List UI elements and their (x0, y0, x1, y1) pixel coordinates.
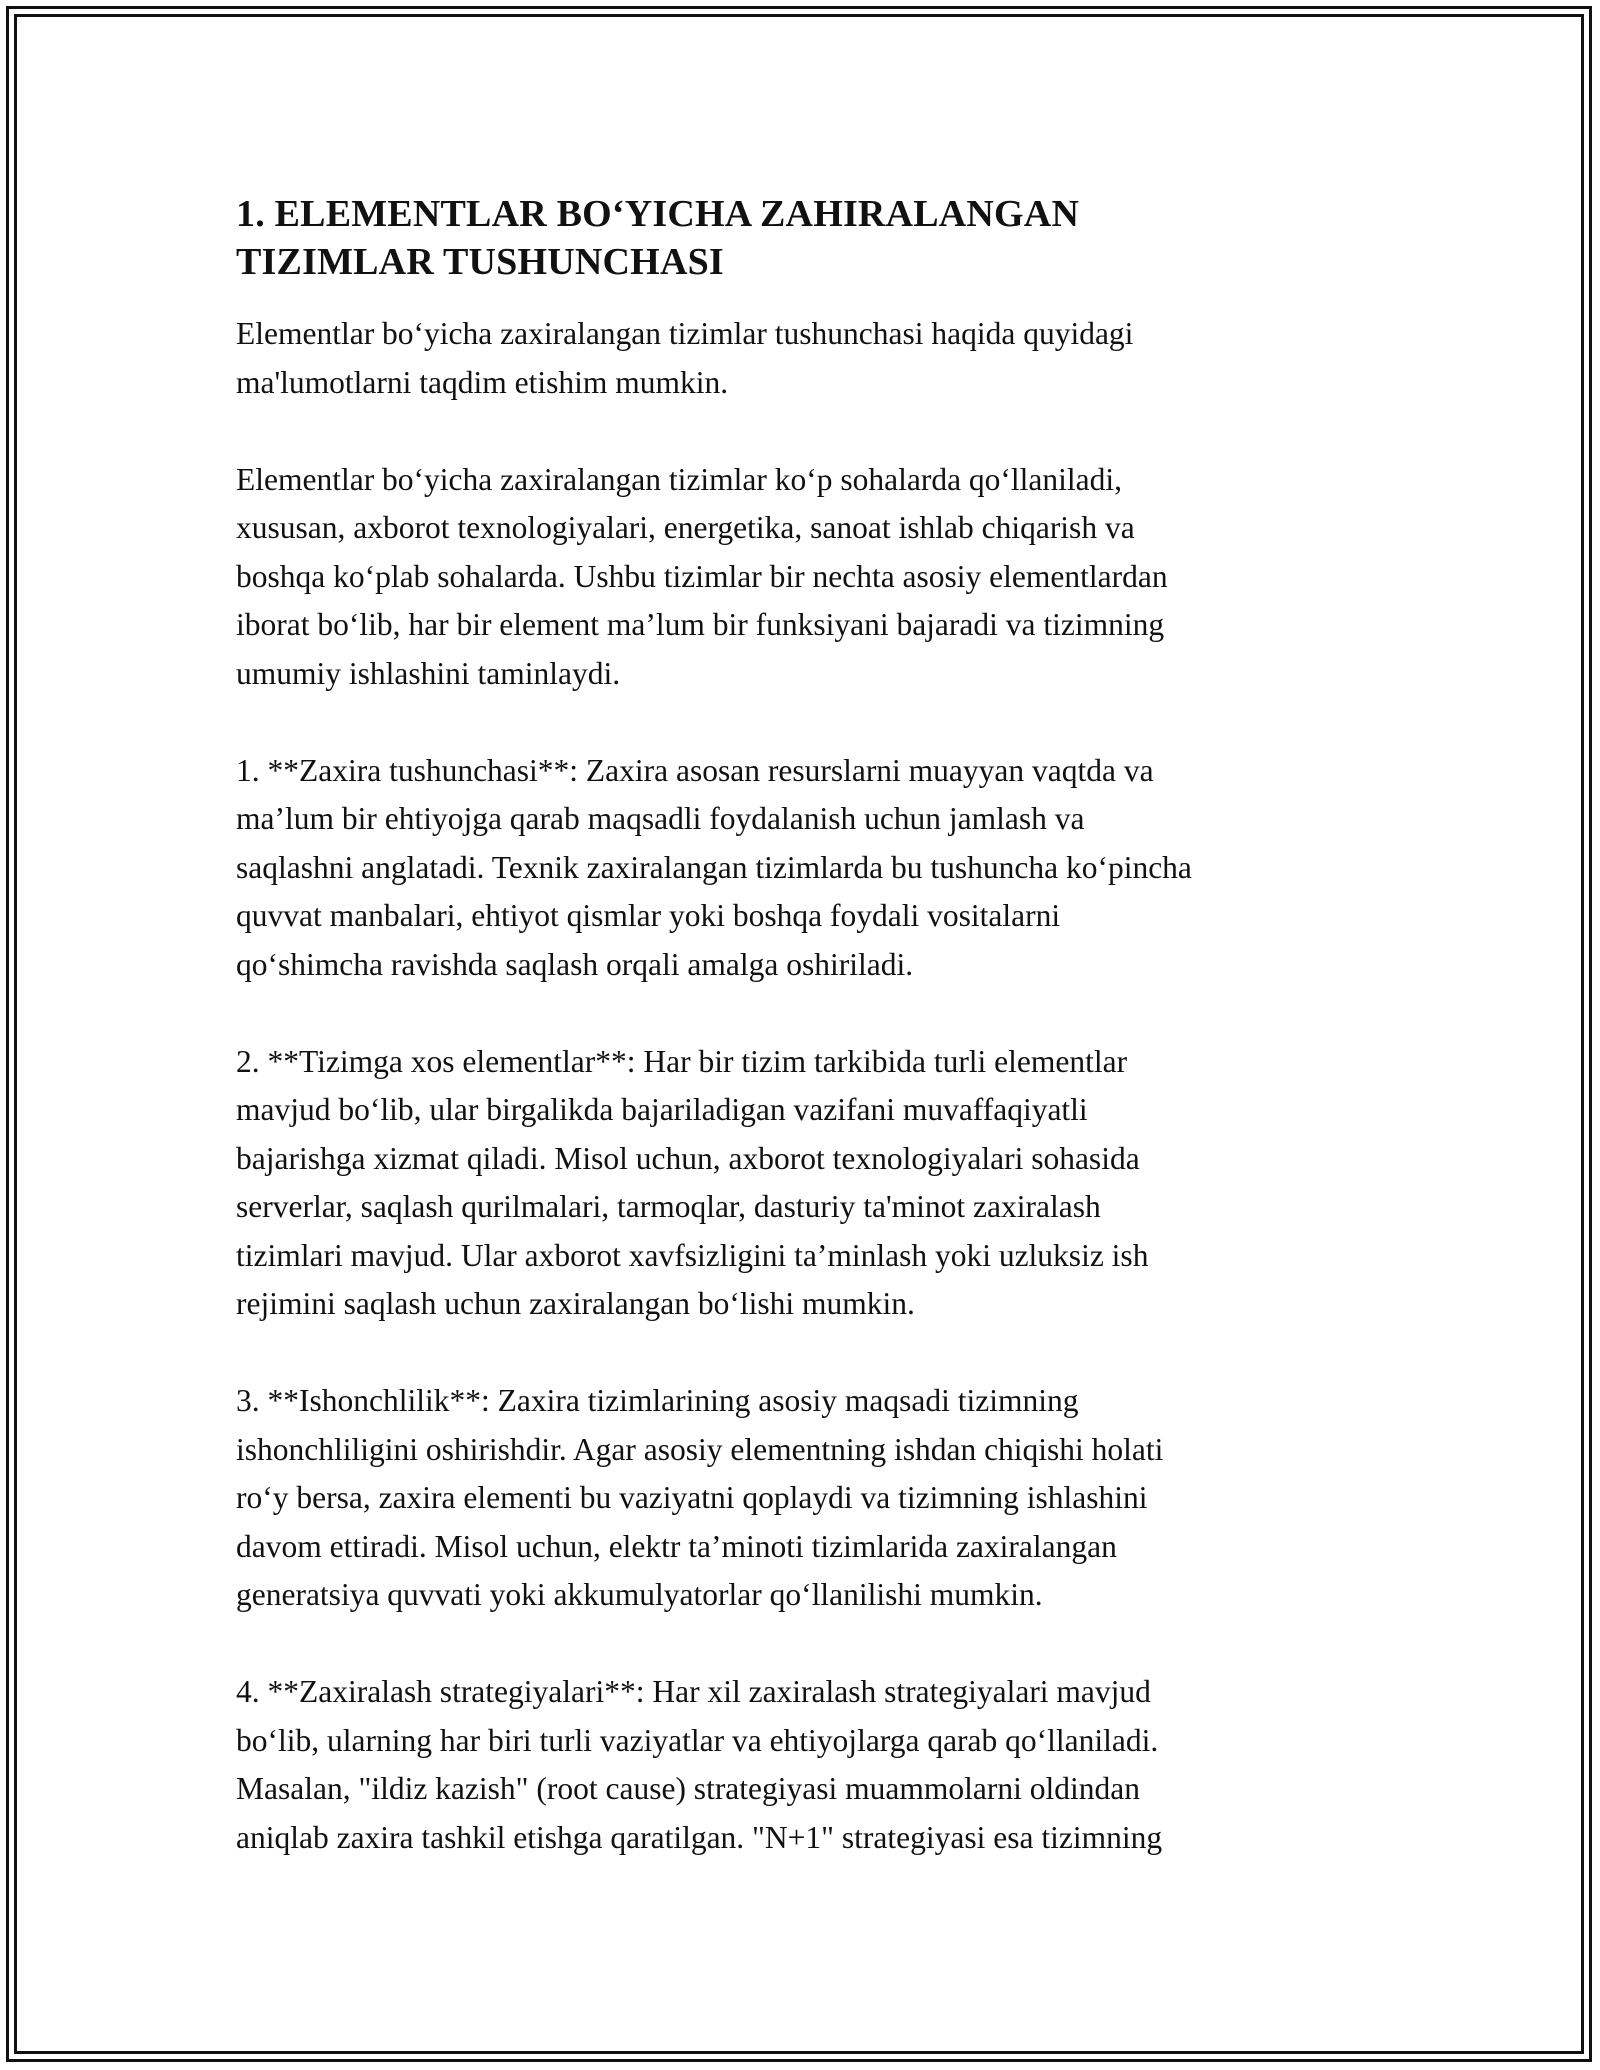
section-heading (236, 190, 1376, 286)
text-line: ma'lumotlarni taqdim etishim mumkin. (236, 364, 729, 400)
text-line: iborat bo‘lib, har bir element ma’lum bir funksiyani bajaradi va tizimning (236, 607, 1165, 642)
text-line: davom ettiradi. Misol uchun, elektr ta’minoti tizimlarida zaxiralangan (236, 1528, 1117, 1564)
text-line: serverlar, saqlash qurilmalari, tarmoqlar, dasturiy ta'minot zaxiralash (236, 1189, 1101, 1224)
text-line: 2. **Tizimga xos elementlar**: Har bir tizim tarkibida turli elementlar (236, 1043, 1128, 1079)
text-line: mavjud bo‘lib, ular birgalikda bajariladigan vazifani muvaffaqiyatli (236, 1092, 1088, 1127)
text-line: saqlashni anglatadi. Texnik zaxiralangan tizimlarda bu tushuncha ko‘pincha (236, 849, 1192, 885)
text-line: generatsiya quvvati yoki akkumulyatorlar qo‘llanilishi mumkin. (236, 1577, 1043, 1612)
text-line: rejimini saqlash uchun zaxiralangan bo‘lishi mumkin. (236, 1286, 915, 1321)
paragraph-item-3 (236, 1377, 1376, 1620)
heading-line: TIZIMLAR TUSHUNCHASI (236, 241, 724, 283)
text-line: 4. **Zaxiralash strategiyalari**: Har xil zaxiralash strategiyalari mavjud (236, 1674, 1151, 1709)
paragraph-item-2 (236, 1038, 1376, 1329)
text-line: Masalan, "ildiz kazish" (root cause) strategiyasi muammolarni oldindan (236, 1771, 1140, 1806)
text-line: bo‘lib, ularning har biri turli vaziyatlar va ehtiyojlarga qarab qo‘llaniladi. (236, 1722, 1159, 1758)
text-line: xususan, axborot texnologiyalari, energetika, sanoat ishlab chiqarish va (236, 510, 1135, 545)
paragraph-overview (236, 456, 1376, 699)
text-line: umumiy ishlashini taminlaydi. (236, 655, 621, 691)
text-line: ro‘y bersa, zaxira elementi bu vaziyatni qoplaydi va tizimning ishlashini (236, 1480, 1148, 1515)
heading-line: 1. ELEMENTLAR BO‘YICHA ZAHIRALANGAN (236, 193, 1080, 235)
text-line: aniqlab zaxira tashkil etishga qaratilgan. "N+1" strategiyasi esa tizimning (236, 1819, 1163, 1855)
text-line: ma’lum bir ehtiyojga qarab maqsadli foydalanish uchun jamlash va (236, 801, 1085, 836)
text-line: 3. **Ishonchlilik**: Zaxira tizimlarining asosiy maqsadi tizimning (236, 1383, 1079, 1418)
text-line: ishonchliligini oshirishdir. Agar asosiy elementning ishdan chiqishi holati (236, 1431, 1164, 1467)
paragraph-item-1 (236, 747, 1376, 990)
text-line: Elementlar bo‘yicha zaxiralangan tizimlar tushunchasi haqida quyidagi (236, 316, 1134, 351)
document-body (236, 190, 1376, 1911)
text-line: bajarishga xizmat qiladi. Misol uchun, axborot texnologiyalari sohasida (236, 1140, 1140, 1176)
text-line: boshqa ko‘plab sohalarda. Ushbu tizimlar bir nechta asosiy elementlardan (236, 558, 1168, 594)
text-line: qo‘shimcha ravishda saqlash orqali amalga oshiriladi. (236, 946, 914, 982)
text-line: quvvat manbalari, ehtiyot qismlar yoki boshqa foydali vositalarni (236, 898, 1061, 933)
text-line: 1. **Zaxira tushunchasi**: Zaxira asosan resurslarni muayyan vaqtda va (236, 752, 1154, 788)
text-line: tizimlari mavjud. Ular axborot xavfsizligini ta’minlash yoki uzluksiz ish (236, 1237, 1149, 1273)
paragraph-item-4 (236, 1668, 1376, 1862)
paragraph-intro (236, 310, 1376, 407)
text-line: Elementlar bo‘yicha zaxiralangan tizimlar ko‘p sohalarda qo‘llaniladi, (236, 461, 1123, 497)
